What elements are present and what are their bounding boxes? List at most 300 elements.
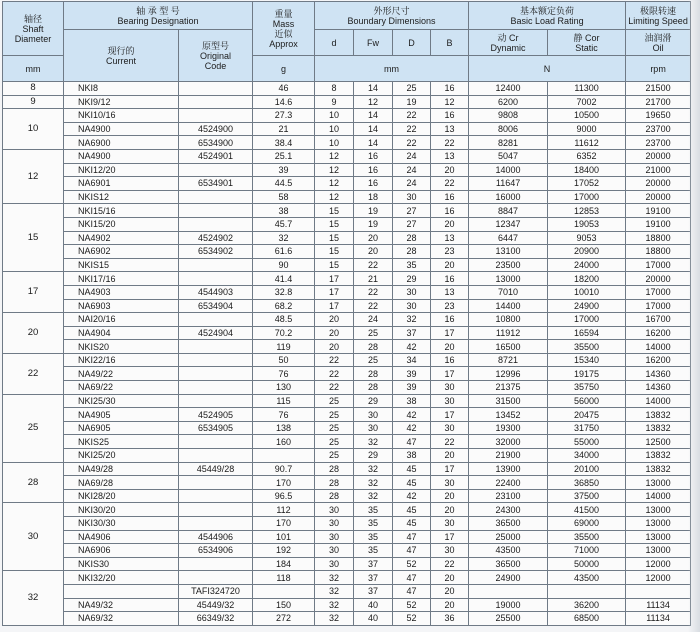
current-header (64, 30, 179, 82)
shaft-diameter-cell: 17 (3, 272, 64, 313)
shaft-diameter-cell: 30 (3, 503, 64, 571)
shaft-diameter-cell: 10 (3, 109, 64, 150)
D-cell: 32 (393, 313, 431, 327)
original-code-cell: 6534900 (179, 136, 253, 150)
fw-cell: 28 (354, 381, 393, 395)
mass-cell: 50 (253, 353, 315, 367)
table-row (3, 204, 691, 218)
mass-cell: 27.3 (253, 109, 315, 123)
B-cell: 23 (431, 299, 469, 313)
mass-cell: 96.5 (253, 489, 315, 503)
fw-cell: 25 (354, 353, 393, 367)
speed-oil-cell: 14000 (626, 489, 691, 503)
current-cn: 现行的 (107, 45, 135, 56)
mass-cell: 150 (253, 598, 315, 612)
static-cor-cell: 18200 (548, 272, 626, 286)
dynamic-cr-cell: 12347 (469, 217, 548, 231)
original-code-cell (179, 476, 253, 490)
B-cell: 30 (431, 517, 469, 531)
table-row (3, 299, 691, 313)
dynamic-cr-cell: 21375 (469, 381, 548, 395)
D-header: D (393, 30, 431, 56)
static-cor-cell: 24900 (548, 299, 626, 313)
table-row (3, 381, 691, 395)
mass-cell: 25.1 (253, 149, 315, 163)
fw-cell: 25 (354, 326, 393, 340)
current-cell: NKIS15 (64, 258, 179, 272)
static-cor-cell: 16594 (548, 326, 626, 340)
dynamic-cr-cell: 16500 (469, 340, 548, 354)
fw-cell: 14 (354, 122, 393, 136)
current-cell: NA49/22 (64, 367, 179, 381)
table-row (3, 190, 691, 204)
B-cell: 16 (431, 109, 469, 123)
mass-cell: 38 (253, 204, 315, 218)
mass-cell: 46 (253, 82, 315, 96)
original-code-cell (179, 340, 253, 354)
current-cell: NKIS20 (64, 340, 179, 354)
static-cor-cell: 20475 (548, 408, 626, 422)
speed-oil-cell: 23700 (626, 122, 691, 136)
B-cell: 30 (431, 476, 469, 490)
mass-cell: 32.8 (253, 285, 315, 299)
d-cell: 10 (315, 122, 354, 136)
speed-oil-cell: 20000 (626, 190, 691, 204)
mass-cell: 76 (253, 367, 315, 381)
original-code-cell (179, 95, 253, 109)
mass-cell: 45.7 (253, 217, 315, 231)
mass-unit: g (253, 56, 315, 82)
speed-oil-cell: 14000 (626, 394, 691, 408)
B-cell: 12 (431, 95, 469, 109)
current-cell: NA6901 (64, 177, 179, 191)
dynamic-cr-cell: 13452 (469, 408, 548, 422)
mass-cell (253, 584, 315, 598)
static-cor-cell: 35500 (548, 340, 626, 354)
D-cell: 47 (393, 544, 431, 558)
D-cell: 37 (393, 326, 431, 340)
static-cor-cell: 31750 (548, 421, 626, 435)
B-cell: 30 (431, 544, 469, 558)
dynamic-cr-cell: 23500 (469, 258, 548, 272)
mass-cell: 272 (253, 612, 315, 626)
speed-oil-cell: 13000 (626, 517, 691, 531)
B-cell: 20 (431, 584, 469, 598)
D-cell: 24 (393, 163, 431, 177)
table-row (3, 435, 691, 449)
speed-oil-cell: 16200 (626, 353, 691, 367)
dynamic-cr-cell: 8847 (469, 204, 548, 218)
dynamic-cr-cell: 19300 (469, 421, 548, 435)
d-cell: 25 (315, 421, 354, 435)
static-cor-cell: 20900 (548, 245, 626, 259)
D-cell: 30 (393, 190, 431, 204)
speed-oil-cell: 18800 (626, 245, 691, 259)
table-row (3, 82, 691, 96)
D-cell: 29 (393, 272, 431, 286)
mass-cell: 32 (253, 231, 315, 245)
d-cell: 30 (315, 530, 354, 544)
dynamic-cr-cell: 24300 (469, 503, 548, 517)
D-cell: 28 (393, 245, 431, 259)
current-cell: NA4900 (64, 149, 179, 163)
original-code-cell (179, 82, 253, 96)
table-row (3, 489, 691, 503)
mass-cell: 48.5 (253, 313, 315, 327)
table-header (3, 2, 691, 82)
speed-oil-cell: 12000 (626, 571, 691, 585)
original-code-cell: 6534906 (179, 544, 253, 558)
current-cell: NA69/22 (64, 381, 179, 395)
load-cn: 基本额定负荷 (520, 5, 575, 16)
dynamic-cr-cell: 32000 (469, 435, 548, 449)
mass-cell: 41.4 (253, 272, 315, 286)
original-code-cell: 4524901 (179, 149, 253, 163)
original-code-cell: 4524900 (179, 122, 253, 136)
D-cell: 34 (393, 353, 431, 367)
original-code-cell (179, 109, 253, 123)
B-cell: 20 (431, 449, 469, 463)
mass-cell: 160 (253, 435, 315, 449)
d-cell: 10 (315, 136, 354, 150)
current-cell: NKI9/12 (64, 95, 179, 109)
current-cell: NKI30/30 (64, 517, 179, 531)
mass-cell: 130 (253, 381, 315, 395)
speed-oil-cell: 23700 (626, 136, 691, 150)
shaft-en2: Diameter (14, 33, 52, 44)
d-cell: 25 (315, 394, 354, 408)
boundary-cn: 外形尺寸 (373, 5, 410, 16)
d-cell: 15 (315, 217, 354, 231)
fw-cell: 20 (354, 245, 393, 259)
static-cor-cell: 15340 (548, 353, 626, 367)
static-cor-cell: 7002 (548, 95, 626, 109)
dynamic-cr-cell: 7010 (469, 285, 548, 299)
fw-cell: 29 (354, 394, 393, 408)
static-cor-cell: 34000 (548, 449, 626, 463)
D-cell: 28 (393, 231, 431, 245)
D-cell: 27 (393, 204, 431, 218)
current-en: Current (105, 55, 136, 66)
mass-cell: 58 (253, 190, 315, 204)
table-row (3, 231, 691, 245)
current-cell: NKI10/16 (64, 109, 179, 123)
fw-cell: 14 (354, 136, 393, 150)
original-code-cell (179, 367, 253, 381)
D-cell: 45 (393, 462, 431, 476)
static-cor-cell: 17000 (548, 190, 626, 204)
mass-cell: 70.2 (253, 326, 315, 340)
B-cell: 22 (431, 136, 469, 150)
dynamic-header (469, 30, 548, 56)
mass-cell: 38.4 (253, 136, 315, 150)
static-cor-cell: 19175 (548, 367, 626, 381)
B-cell: 20 (431, 258, 469, 272)
d-cell: 22 (315, 381, 354, 395)
dynamic-cr-cell: 11912 (469, 326, 548, 340)
static-cor-cell: 35750 (548, 381, 626, 395)
fw-header: Fw (354, 30, 393, 56)
table-row (3, 285, 691, 299)
speed-oil-cell: 20000 (626, 272, 691, 286)
current-cell: NA6903 (64, 299, 179, 313)
d-cell: 25 (315, 408, 354, 422)
D-cell: 35 (393, 258, 431, 272)
B-cell: 30 (431, 421, 469, 435)
d-cell: 12 (315, 177, 354, 191)
B-cell: 30 (431, 394, 469, 408)
D-cell: 38 (393, 449, 431, 463)
designation-en: Bearing Designation (117, 15, 199, 26)
speed-oil-cell: 14360 (626, 367, 691, 381)
table-row (3, 394, 691, 408)
mass-cell: 90 (253, 258, 315, 272)
D-cell: 27 (393, 217, 431, 231)
limiting-speed-header (626, 2, 691, 30)
original-code-cell (179, 449, 253, 463)
d-cell: 17 (315, 299, 354, 313)
mass-cell: 138 (253, 421, 315, 435)
current-cell: NKI8 (64, 82, 179, 96)
d-cell: 28 (315, 476, 354, 490)
current-cell: NKI22/16 (64, 353, 179, 367)
current-cell: NA4904 (64, 326, 179, 340)
dynamic-cr-cell: 13000 (469, 272, 548, 286)
shaft-diameter-cell: 8 (3, 82, 64, 96)
original-code-cell: 4524904 (179, 326, 253, 340)
speed-oil-cell: 13832 (626, 408, 691, 422)
d-cell: 10 (315, 109, 354, 123)
d-cell: 32 (315, 612, 354, 626)
mass-cell: 115 (253, 394, 315, 408)
speed-oil-cell: 12500 (626, 435, 691, 449)
boundary-en: Boundary Dimensions (347, 15, 436, 26)
B-cell: 20 (431, 489, 469, 503)
fw-cell: 37 (354, 584, 393, 598)
table-row (3, 326, 691, 340)
B-cell: 23 (431, 245, 469, 259)
mass-cell: 118 (253, 571, 315, 585)
static-cor-cell: 20100 (548, 462, 626, 476)
dynamic-cr-cell: 14000 (469, 163, 548, 177)
D-cell: 39 (393, 381, 431, 395)
original-code-cell: 45449/32 (179, 598, 253, 612)
D-cell: 24 (393, 149, 431, 163)
table-row (3, 584, 691, 598)
D-cell: 47 (393, 435, 431, 449)
speed-oil-cell: 18800 (626, 231, 691, 245)
fw-cell: 32 (354, 462, 393, 476)
original-code-cell (179, 503, 253, 517)
D-cell: 25 (393, 82, 431, 96)
fw-cell: 16 (354, 149, 393, 163)
B-cell: 22 (431, 177, 469, 191)
B-cell: 20 (431, 340, 469, 354)
static-cor-cell: 69000 (548, 517, 626, 531)
d-cell: 22 (315, 367, 354, 381)
speed-oil-cell: 16200 (626, 326, 691, 340)
B-cell: 17 (431, 530, 469, 544)
fw-cell: 35 (354, 503, 393, 517)
speed-cn: 极限转速 (640, 5, 677, 16)
B-cell: 13 (431, 285, 469, 299)
fw-cell: 14 (354, 82, 393, 96)
B-cell: 30 (431, 381, 469, 395)
current-cell: NKIS25 (64, 435, 179, 449)
table-row (3, 245, 691, 259)
current-cell: NKI25/30 (64, 394, 179, 408)
d-cell: 15 (315, 245, 354, 259)
bearing-table (2, 1, 691, 626)
speed-oil-cell: 14360 (626, 381, 691, 395)
B-cell: 17 (431, 326, 469, 340)
static-cor-cell: 37500 (548, 489, 626, 503)
speed-oil-cell: 16700 (626, 313, 691, 327)
dynamic-cr-cell: 22400 (469, 476, 548, 490)
static-cn: 静 Cor (573, 32, 600, 43)
dynamic-cr-cell: 13100 (469, 245, 548, 259)
original-code-cell: 4544906 (179, 530, 253, 544)
d-cell: 32 (315, 571, 354, 585)
dynamic-cr-cell: 6200 (469, 95, 548, 109)
mass-cell: 112 (253, 503, 315, 517)
d-cell: 17 (315, 272, 354, 286)
table-row (3, 217, 691, 231)
static-cor-cell: 17000 (548, 313, 626, 327)
d-cell: 12 (315, 190, 354, 204)
mass-header (253, 2, 315, 56)
mass-cell: 170 (253, 476, 315, 490)
dynamic-cr-cell: 24900 (469, 571, 548, 585)
fw-cell: 30 (354, 421, 393, 435)
current-cell: NA6906 (64, 544, 179, 558)
d-cell: 30 (315, 517, 354, 531)
mass-cell (253, 449, 315, 463)
mass-cell: 192 (253, 544, 315, 558)
original-code-cell (179, 489, 253, 503)
fw-cell: 14 (354, 109, 393, 123)
d-cell: 9 (315, 95, 354, 109)
shaft-diameter-cell: 22 (3, 353, 64, 394)
mass-cell: 76 (253, 408, 315, 422)
original-code-cell: 6534904 (179, 299, 253, 313)
d-cell: 22 (315, 353, 354, 367)
static-cor-cell: 10500 (548, 109, 626, 123)
original-en1: Original (199, 50, 231, 61)
dynamic-cr-cell: 23100 (469, 489, 548, 503)
dynamic-cr-cell: 8281 (469, 136, 548, 150)
dynamic-cr-cell: 14400 (469, 299, 548, 313)
fw-cell: 35 (354, 544, 393, 558)
original-code-cell: 6534902 (179, 245, 253, 259)
static-cor-cell: 18400 (548, 163, 626, 177)
D-cell: 52 (393, 612, 431, 626)
dynamic-cr-cell: 9808 (469, 109, 548, 123)
speed-oil-cell: 14000 (626, 340, 691, 354)
original-code-cell (179, 353, 253, 367)
speed-oil-cell: 13832 (626, 421, 691, 435)
static-cor-cell: 12853 (548, 204, 626, 218)
original-code-cell (179, 557, 253, 571)
fw-cell: 30 (354, 408, 393, 422)
dynamic-cr-cell: 36500 (469, 557, 548, 571)
oil-header (626, 30, 691, 56)
B-cell: 20 (431, 163, 469, 177)
fw-cell: 20 (354, 231, 393, 245)
fw-cell: 29 (354, 449, 393, 463)
static-cor-cell: 56000 (548, 394, 626, 408)
mass-cell: 170 (253, 517, 315, 531)
dynamic-cr-cell: 5047 (469, 149, 548, 163)
original-code-cell: 6534905 (179, 421, 253, 435)
dynamic-cr-cell: 36500 (469, 517, 548, 531)
mass-cell: 14.6 (253, 95, 315, 109)
current-cell: NA49/32 (64, 598, 179, 612)
mass-cell: 21 (253, 122, 315, 136)
current-cell (64, 584, 179, 598)
table-body (3, 82, 691, 626)
oil-en: Oil (652, 42, 664, 53)
current-cell: NA6905 (64, 421, 179, 435)
D-cell: 42 (393, 489, 431, 503)
B-header: B (431, 30, 469, 56)
shaft-en1: Shaft (22, 23, 44, 34)
D-cell: 22 (393, 109, 431, 123)
mass-cell: 61.6 (253, 245, 315, 259)
table-row (3, 557, 691, 571)
original-code-cell (179, 571, 253, 585)
B-cell: 16 (431, 204, 469, 218)
B-cell: 17 (431, 408, 469, 422)
static-en: Static (575, 42, 598, 53)
D-cell: 42 (393, 340, 431, 354)
shaft-diameter-cell: 32 (3, 571, 64, 625)
fw-cell: 16 (354, 177, 393, 191)
speed-oil-cell: 19100 (626, 217, 691, 231)
table-row (3, 149, 691, 163)
speed-oil-cell: 17000 (626, 258, 691, 272)
B-cell: 16 (431, 353, 469, 367)
D-cell: 42 (393, 421, 431, 435)
d-cell: 15 (315, 231, 354, 245)
speed-oil-cell: 13000 (626, 530, 691, 544)
d-cell: 30 (315, 557, 354, 571)
table-row (3, 367, 691, 381)
original-code-cell: 45449/28 (179, 462, 253, 476)
fw-cell: 18 (354, 190, 393, 204)
D-cell: 19 (393, 95, 431, 109)
D-cell: 38 (393, 394, 431, 408)
speed-oil-cell: 17000 (626, 285, 691, 299)
original-code-cell (179, 204, 253, 218)
table-row (3, 449, 691, 463)
current-cell: NKI25/20 (64, 449, 179, 463)
current-cell: NA49/28 (64, 462, 179, 476)
static-cor-cell: 11300 (548, 82, 626, 96)
table-row (3, 136, 691, 150)
B-cell: 16 (431, 82, 469, 96)
speed-oil-cell: 19100 (626, 204, 691, 218)
speed-oil-cell: 12000 (626, 557, 691, 571)
speed-oil-cell: 13832 (626, 449, 691, 463)
d-cell: 15 (315, 258, 354, 272)
dynamic-cr-cell: 12400 (469, 82, 548, 96)
shaft-cn: 轴径 (23, 13, 42, 24)
d-cell: 32 (315, 598, 354, 612)
table-row (3, 177, 691, 191)
fw-cell: 40 (354, 612, 393, 626)
static-cor-cell: 19053 (548, 217, 626, 231)
